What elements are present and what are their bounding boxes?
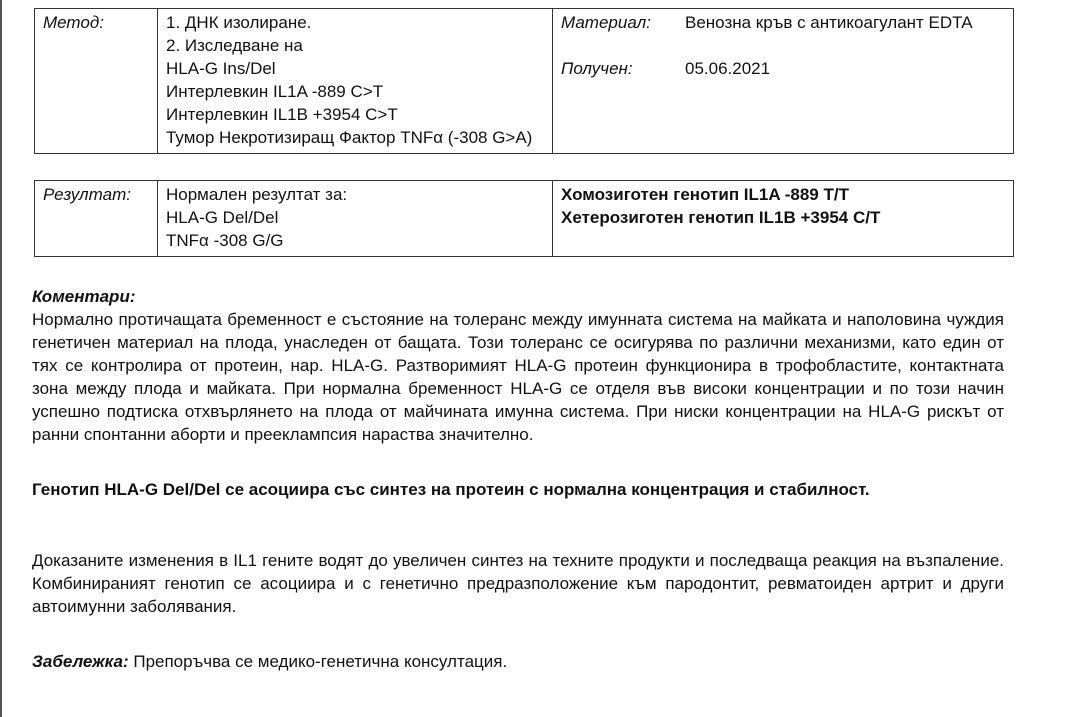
result-table [34, 180, 1014, 257]
method-line: Интерлевкин IL1A -889 C>T [166, 82, 384, 101]
material-value: Венозна кръв с антикоагулант EDTA [685, 13, 973, 32]
result-label-cell [35, 181, 158, 257]
method-lines-cell [158, 9, 553, 154]
genotype-result-line: Хетерозиготен генотип IL1B +3954 C/T [561, 208, 881, 227]
result-label: Резултат: [43, 185, 131, 204]
method-label: Метод: [43, 13, 104, 32]
material-row [561, 11, 1005, 34]
genotype-result-line: Хомозиготен генотип IL1A -889 T/T [561, 185, 849, 204]
normal-result-line: HLA-G Del/Del [166, 208, 279, 227]
comments-heading: Коментари: [32, 287, 136, 306]
normal-result-line: TNFα -308 G/G [166, 231, 284, 250]
page-left-edge [0, 0, 2, 717]
method-line: 1. ДНК изолиране. [166, 13, 312, 32]
genotype-statement: Генотип HLA-G Del/Del се асоциира със синтез на протеин с нормална концентрация и стабилност. [32, 480, 870, 499]
comments-paragraph-1: Нормално протичащата бременност е състояние на толеранс между имунната система на майката и наполовина чуждия генетичен материал на плода, унаследен от бащата. Този толеранс се осигурява по различни механизми, като един от тях се контролира от протеин, нар. HLA-G. Разтворимият HLA-G протеин функционира в трофобластите, контактната зона между плода и майката. При нормална бременност HLA-G се отделя във високи концентрации и по този начин успешно подтиска отхвърлянето на плода от майчината имунна система. При ниски концентрации на HLA-G рискът от ранни спонтанни аборти и прееклампсия нараства значително. [32, 310, 1004, 444]
normal-result-cell [158, 181, 553, 257]
received-row [561, 57, 1005, 80]
method-line: Тумор Некротизиращ Фактор TNFα (-308 G>A) [166, 128, 533, 147]
normal-result-line: Нормален резултат за: [166, 185, 348, 204]
material-cell [553, 9, 1014, 154]
method-line: HLA-G Ins/Del [166, 59, 276, 78]
comments-paragraph-2: Доказаните изменения в IL1 гените водят до увеличен синтез на техните продукти и последваща реакция на възпаление. Комбинираният генотип се асоциира и с генетично предразположение към пародонтит, ревматоиден артрит и други автоимунни заболявания. [32, 551, 1004, 616]
received-value: 05.06.2021 [685, 59, 771, 78]
method-table [34, 8, 1014, 154]
method-line: 2. Изследване на [166, 36, 303, 55]
material-label: Материал: [561, 13, 651, 32]
method-line: Интерлевкин IL1B +3954 C>T [166, 105, 398, 124]
note-label: Забележка: [32, 652, 129, 671]
note-text: Препоръчва се медико-генетична консултация. [133, 652, 508, 671]
genotype-result-cell [553, 181, 1014, 257]
received-label: Получен: [561, 59, 633, 78]
method-label-cell [35, 9, 158, 154]
note-row [32, 650, 1004, 673]
